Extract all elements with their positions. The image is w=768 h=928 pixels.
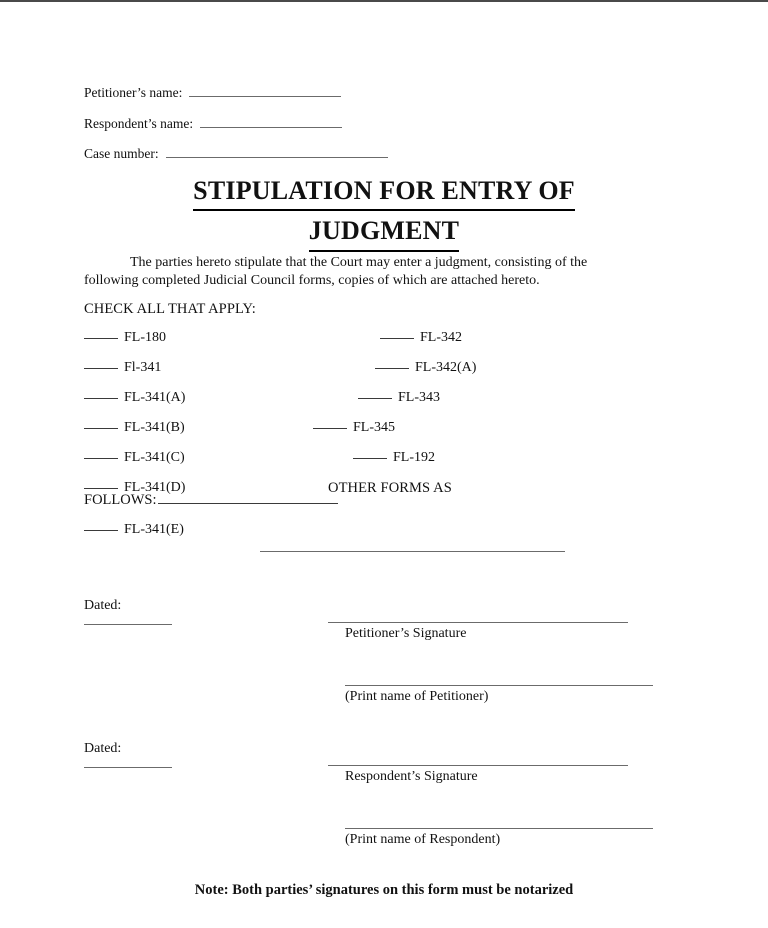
case-number-blank[interactable] <box>166 157 388 158</box>
petitioner-print-name-blank[interactable] <box>345 685 653 686</box>
petitioner-name-field <box>84 86 684 100</box>
form-label: FL-341(B) <box>124 420 185 435</box>
page-title <box>84 174 684 252</box>
checkbox-blank-icon[interactable] <box>84 458 118 459</box>
checkbox-blank-icon[interactable] <box>84 338 118 339</box>
petitioner-signature-caption: Petitioner’s Signature <box>345 626 467 641</box>
page-title-line-2: JUDGMENT <box>309 214 459 251</box>
petitioner-name-label: Petitioner’s name: <box>84 85 183 100</box>
judicial-council-forms-list <box>0 330 768 510</box>
form-checkbox-fl-192[interactable] <box>353 450 435 466</box>
checkbox-blank-icon[interactable] <box>380 338 414 339</box>
form-checkbox-fl-342[interactable] <box>380 330 462 346</box>
form-row <box>0 420 768 450</box>
checkbox-blank-icon[interactable] <box>375 368 409 369</box>
form-label: FL-342(A) <box>415 360 477 375</box>
page-title-line-1: STIPULATION FOR ENTRY OF <box>193 174 575 211</box>
checkbox-blank-icon[interactable] <box>84 530 118 531</box>
checkbox-blank-icon[interactable] <box>84 428 118 429</box>
checkbox-blank-icon[interactable] <box>84 488 118 489</box>
respondent-name-field <box>84 117 684 131</box>
other-forms-blank[interactable] <box>158 503 338 504</box>
respondent-signature-caption: Respondent’s Signature <box>345 769 478 784</box>
form-checkbox-fl-342a[interactable] <box>375 360 476 376</box>
stipulation-paragraph-text: The parties hereto stipulate that the Court may enter a judgment, consisting of the following completed Judicial Council forms, copies of which are attached hereto. <box>84 255 588 288</box>
respondent-dated-label: Dated: <box>84 741 122 756</box>
form-checkbox-fl-345[interactable] <box>313 420 395 436</box>
case-number-field <box>84 147 684 161</box>
other-forms-label: OTHER FORMS AS <box>328 480 452 496</box>
form-checkbox-fl-341[interactable] <box>84 360 161 376</box>
form-label: FL-342 <box>420 330 462 345</box>
petitioner-print-name-caption: (Print name of Petitioner) <box>345 689 489 704</box>
petitioner-signature-blank[interactable] <box>328 622 628 623</box>
checkbox-blank-icon[interactable] <box>313 428 347 429</box>
respondent-print-name-caption: (Print name of Respondent) <box>345 832 501 847</box>
form-checkbox-fl-180[interactable] <box>84 330 166 346</box>
form-label: FL-341(D) <box>124 480 186 495</box>
form-checkbox-fl-341a[interactable] <box>84 390 185 406</box>
respondent-dated-blank[interactable] <box>84 767 172 768</box>
respondent-name-label: Respondent’s name: <box>84 115 194 131</box>
form-label: FL-341(A) <box>124 390 186 405</box>
form-checkbox-fl-341b[interactable] <box>84 420 185 436</box>
form-row <box>0 390 768 420</box>
form-row <box>0 450 768 480</box>
form-label: FL-343 <box>398 390 440 405</box>
respondent-print-name-blank[interactable] <box>345 828 653 829</box>
checkbox-blank-icon[interactable] <box>353 458 387 459</box>
form-checkbox-fl-341e[interactable] <box>84 522 184 538</box>
form-checkbox-fl-343[interactable] <box>358 390 440 406</box>
checkbox-blank-icon[interactable] <box>84 398 118 399</box>
checkbox-blank-icon[interactable] <box>358 398 392 399</box>
follows-label: FOLLOWS: <box>84 492 157 508</box>
petitioner-dated-label: Dated: <box>84 598 122 613</box>
form-label: Fl-341 <box>124 360 162 375</box>
form-checkbox-fl-341c[interactable] <box>84 450 185 466</box>
form-label: FL-341(E) <box>124 522 184 537</box>
form-row <box>0 360 768 390</box>
petitioner-dated-blank[interactable] <box>84 624 172 625</box>
other-forms-continuation-blank[interactable] <box>260 551 565 552</box>
other-forms-follows-field <box>84 492 338 509</box>
form-label: FL-345 <box>353 420 395 435</box>
case-number-label: Case number: <box>84 146 159 161</box>
checkbox-blank-icon[interactable] <box>84 368 118 369</box>
form-label: FL-180 <box>124 330 166 345</box>
respondent-signature-blank[interactable] <box>328 765 628 766</box>
party-information-fields <box>84 86 684 178</box>
respondent-name-blank[interactable] <box>200 127 342 128</box>
petitioner-name-blank[interactable] <box>189 96 341 97</box>
form-label: FL-192 <box>393 450 435 465</box>
form-row <box>0 522 768 552</box>
form-row <box>0 330 768 360</box>
stipulation-paragraph <box>84 254 608 290</box>
notarization-note: Note: Both parties’ signatures on this form must be notarized <box>194 882 574 898</box>
check-all-that-apply-heading: CHECK ALL THAT APPLY: <box>84 301 256 317</box>
form-label: FL-341(C) <box>124 450 185 465</box>
